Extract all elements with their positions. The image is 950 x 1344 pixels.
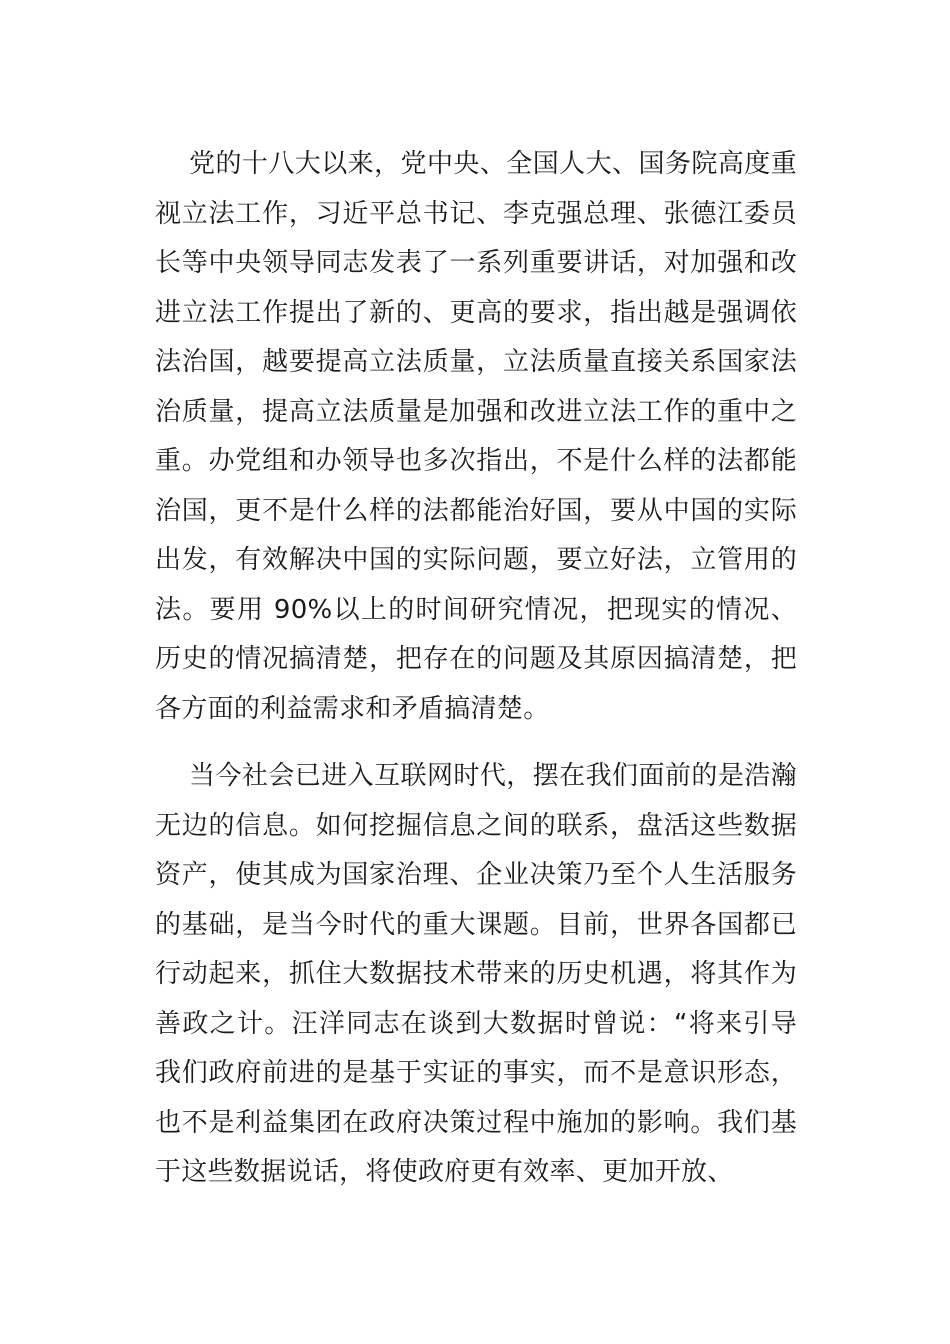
paragraph-legislation: 党的十八大以来，党中央、全国人大、国务院高度重视立法工作，习近平总书记、李克强总理、张德江委员长等中央领导同志发表了一系列重要讲话，对加强和改进立法工作提出了新的、更高的要求，指出越是强调依法治国，越要提高立法质量，立法质量直接关系国家法治质量，提高立法质量是加强和改进立法工作的重中之重。办党组和办领导也多次指出，不是什么样的法都能治国，更不是什么样的法都能治好国，要从中国的实际出发，有效解决中国的实际问题，要立好法，立管用的法。要用 90%以上的时间研究情况，把现实的情况、历史的情况搞清楚，把存在的问题及其原因搞清楚，把各方面的利益需求和矛盾搞清楚。 — [155, 149, 797, 724]
paragraph-big-data: 当今社会已进入互联网时代，摆在我们面前的是浩瀚无边的信息。如何挖掘信息之间的联系，盘活这些数据资产，使其成为国家治理、企业决策乃至个人生活服务的基础，是当今时代的重大课题。目前，世界各国都已行动起来，抓住大数据技术带来的历史机遇，将其作为善政之计。汪洋同志在谈到大数据时曾说：“将来引导我们政府前进的是基于实证的事实，而不是意识形态，也不是利益集团在政府决策过程中施加的影响。我们基于这些数据说话，将使政府更有效率、更加开放、 — [155, 761, 797, 1187]
document-body — [155, 140, 797, 1198]
